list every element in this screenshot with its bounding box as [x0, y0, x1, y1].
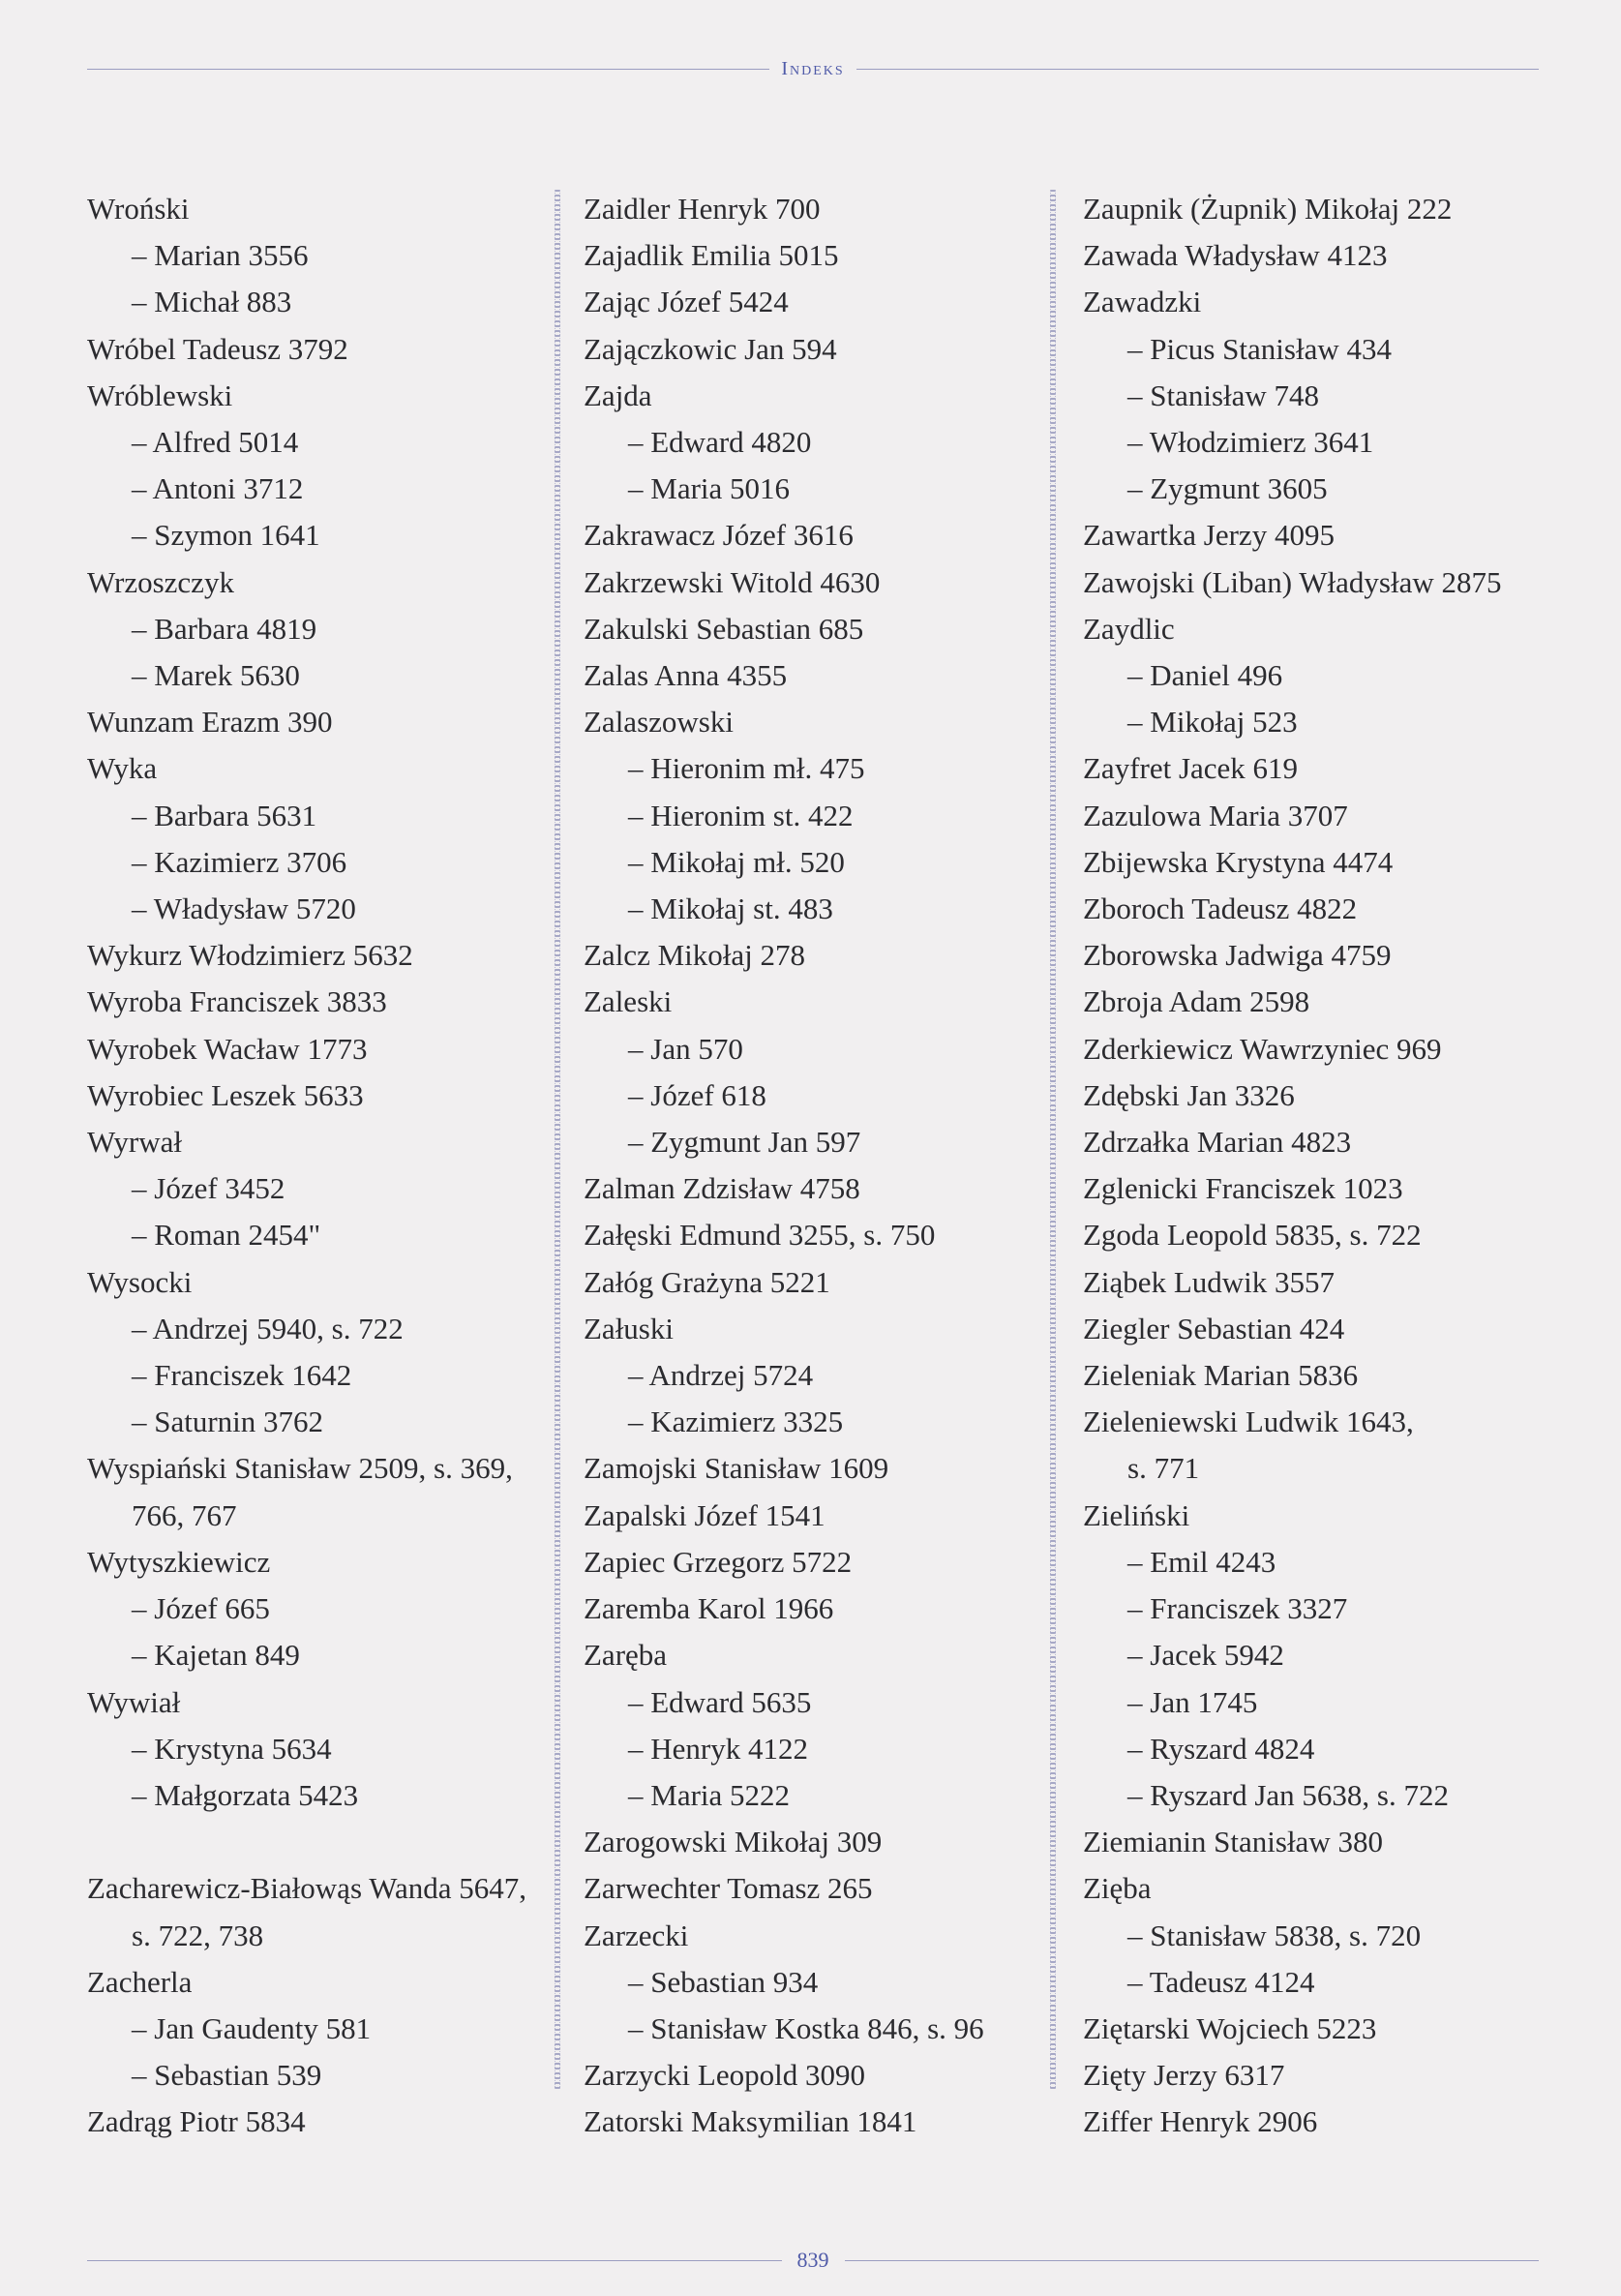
index-entry: Zalcz Mikołaj 278	[584, 938, 805, 973]
index-entry: Wroński	[87, 192, 190, 226]
index-entry: Załęski Edmund 3255, s. 750	[584, 1218, 936, 1253]
index-entry: Zawartka Jerzy 4095	[1083, 518, 1335, 553]
index-subentry: – Michał 883	[132, 285, 292, 319]
index-subentry: – Mikołaj st. 483	[628, 891, 833, 926]
header-rule-left	[87, 69, 769, 70]
index-subentry: – Saturnin 3762	[132, 1405, 324, 1439]
index-subentry: – Ryszard 4824	[1127, 1731, 1315, 1766]
index-subentry: – Daniel 496	[1127, 658, 1283, 693]
page-number: 839	[796, 2248, 829, 2272]
index-subentry: – Henryk 4122	[628, 1731, 808, 1766]
index-entry: Zawojski (Liban) Władysław 2875	[1083, 564, 1502, 599]
index-entry: Ziąbek Ludwik 3557	[1083, 1264, 1336, 1299]
index-subentry: – Józef 618	[628, 1077, 766, 1112]
index-entry: Ziffer Henryk 2906	[1083, 2104, 1318, 2139]
index-entry: Wróblewski	[87, 378, 233, 412]
column-divider-1	[555, 190, 560, 2089]
index-entry: Wyroba Franciszek 3833	[87, 984, 387, 1019]
index-entry: Zapalski Józef 1541	[584, 1497, 826, 1532]
index-entry: Zajda	[584, 378, 652, 412]
index-entry: Zakulski Sebastian 685	[584, 611, 864, 646]
index-entry: Wywiał	[87, 1684, 181, 1719]
index-subentry: – Hieronim mł. 475	[628, 751, 865, 786]
index-entry: Wyrobek Wacław 1773	[87, 1031, 368, 1066]
index-entry: Zamojski Stanisław 1609	[584, 1451, 889, 1486]
index-entry: Zgoda Leopold 5835, s. 722	[1083, 1218, 1422, 1253]
index-subentry: – Edward 4820	[628, 425, 812, 460]
index-entry: Wytyszkiewicz	[87, 1544, 271, 1579]
index-entry: Zajączkowic Jan 594	[584, 331, 837, 366]
index-subentry: – Władysław 5720	[132, 891, 356, 926]
index-subentry: – Krystyna 5634	[132, 1731, 332, 1766]
index-entry: Zakrawacz Józef 3616	[584, 518, 854, 553]
index-entry: Zarogowski Mikołaj 309	[584, 1825, 883, 1859]
index-entry: Zięty Jerzy 6317	[1083, 2058, 1285, 2093]
index-entry: Załóg Grażyna 5221	[584, 1264, 830, 1299]
index-subentry: – Emil 4243	[1127, 1544, 1276, 1579]
index-subentry: – Józef 3452	[132, 1171, 285, 1206]
index-entry: Zając Józef 5424	[584, 285, 789, 319]
index-subentry: – Włodzimierz 3641	[1127, 425, 1374, 460]
index-subentry: – Tadeusz 4124	[1127, 1964, 1315, 1999]
index-subentry: – Hieronim st. 422	[628, 798, 854, 832]
index-entry: Zazulowa Maria 3707	[1083, 798, 1348, 832]
index-entry: Ziętarski Wojciech 5223	[1083, 2010, 1377, 2045]
index-column-3	[1083, 186, 1501, 2146]
index-entry: Wyrwał	[87, 1125, 182, 1160]
index-entry: Zacherla	[87, 1964, 193, 1999]
header-title: Indeks	[781, 57, 845, 79]
index-entry-continuation: s. 771	[1127, 1451, 1200, 1486]
index-subentry: – Jan Gaudenty 581	[132, 2010, 372, 2045]
index-entry: Zacharewicz-Białowąs Wanda 5647,	[87, 1871, 526, 1906]
index-entry: Załuski	[584, 1311, 674, 1345]
index-entry: Zbijewska Krystyna 4474	[1083, 844, 1394, 879]
footer-rule-left	[87, 2260, 782, 2261]
index-entry: Zbroja Adam 2598	[1083, 984, 1310, 1019]
index-entry: Zadrąg Piotr 5834	[87, 2104, 306, 2139]
index-subentry: – Mikołaj mł. 520	[628, 844, 845, 879]
index-entry: Zalas Anna 4355	[584, 658, 788, 693]
index-entry: Zieleniewski Ludwik 1643,	[1083, 1405, 1414, 1439]
index-subentry: – Szymon 1641	[132, 518, 320, 553]
index-subentry: – Stanisław 5838, s. 720	[1127, 1918, 1422, 1952]
index-subentry: – Kazimierz 3325	[628, 1405, 844, 1439]
index-subentry: – Alfred 5014	[132, 425, 299, 460]
index-entry: Zarwechter Tomasz 265	[584, 1871, 873, 1906]
index-entry: Wykurz Włodzimierz 5632	[87, 938, 413, 973]
column-divider-2	[1050, 190, 1056, 2089]
index-entry: Zarzecki	[584, 1918, 689, 1952]
index-entry: Wyspiański Stanisław 2509, s. 369,	[87, 1451, 513, 1486]
index-subentry: – Maria 5222	[628, 1777, 791, 1812]
index-subentry: – Ryszard Jan 5638, s. 722	[1127, 1777, 1449, 1812]
index-subentry: – Antoni 3712	[132, 471, 304, 506]
index-entry: Wrzoszczyk	[87, 564, 234, 599]
index-subentry: – Jacek 5942	[1127, 1638, 1284, 1673]
index-subentry: – Małgorzata 5423	[132, 1777, 359, 1812]
index-entry: Zaleski	[584, 984, 673, 1019]
index-entry: Zaydlic	[1083, 611, 1175, 646]
index-entry: Zajadlik Emilia 5015	[584, 238, 839, 273]
index-entry: Zalaszowski	[584, 705, 734, 740]
index-subentry: – Jan 570	[628, 1031, 743, 1066]
index-entry: Zawadzki	[1083, 285, 1202, 319]
page-footer	[87, 2246, 1539, 2275]
index-entry: Wyrobiec Leszek 5633	[87, 1077, 364, 1112]
index-entry: Wyka	[87, 751, 158, 786]
index-entry: Zglenicki Franciszek 1023	[1083, 1171, 1403, 1206]
index-subentry: – Zygmunt 3605	[1127, 471, 1328, 506]
index-subentry: – Sebastian 539	[132, 2058, 322, 2093]
index-subentry: – Mikołaj 523	[1127, 705, 1298, 740]
index-entry: Zdębski Jan 3326	[1083, 1077, 1295, 1112]
index-entry: Wysocki	[87, 1264, 193, 1299]
index-entry: Wróbel Tadeusz 3792	[87, 331, 348, 366]
index-entry: Zalman Zdzisław 4758	[584, 1171, 860, 1206]
index-subentry: – Picus Stanisław 434	[1127, 331, 1392, 366]
index-entry: Zakrzewski Witold 4630	[584, 564, 881, 599]
index-subentry: – Barbara 5631	[132, 798, 317, 832]
index-subentry: – Maria 5016	[628, 471, 791, 506]
index-subentry: – Sebastian 934	[628, 1964, 819, 1999]
index-subentry: – Zygmunt Jan 597	[628, 1125, 861, 1160]
index-subentry: – Marian 3556	[132, 238, 309, 273]
index-entry: Wunzam Erazm 390	[87, 705, 333, 740]
index-subentry: – Stanisław 748	[1127, 378, 1320, 412]
index-entry: Zapiec Grzegorz 5722	[584, 1544, 853, 1579]
index-entry: Ziemianin Stanisław 380	[1083, 1825, 1383, 1859]
index-entry: Zieleniak Marian 5836	[1083, 1358, 1359, 1393]
index-entry: Zaidler Henryk 700	[584, 192, 821, 226]
index-subentry: – Barbara 4819	[132, 611, 317, 646]
index-subentry: – Franciszek 3327	[1127, 1591, 1348, 1626]
index-subentry: – Roman 2454"	[132, 1218, 321, 1253]
index-column-1	[87, 186, 526, 2146]
header-rule-right	[856, 69, 1539, 70]
index-entry: Ziegler Sebastian 424	[1083, 1311, 1345, 1345]
index-column-2	[584, 186, 984, 2146]
index-entry: Zaremba Karol 1966	[584, 1591, 834, 1626]
index-subentry: – Edward 5635	[628, 1684, 812, 1719]
index-entry: Zarzycki Leopold 3090	[584, 2058, 865, 2093]
index-subentry: – Stanisław Kostka 846, s. 96	[628, 2010, 984, 2045]
index-entry: Zięba	[1083, 1871, 1152, 1906]
entry-gap	[87, 1819, 526, 1865]
index-subentry: – Jan 1745	[1127, 1684, 1258, 1719]
running-header	[87, 54, 1539, 83]
index-subentry: – Andrzej 5724	[628, 1358, 814, 1393]
index-entry: Zaręba	[584, 1638, 668, 1673]
index-entry-continuation: 766, 767	[132, 1497, 237, 1532]
index-entry: Zaupnik (Żupnik) Mikołaj 222	[1083, 192, 1453, 226]
index-subentry: – Franciszek 1642	[132, 1358, 352, 1393]
index-subentry: – Marek 5630	[132, 658, 300, 693]
index-entry-continuation: s. 722, 738	[132, 1918, 264, 1952]
index-entry: Zdrzałka Marian 4823	[1083, 1125, 1352, 1160]
index-subentry: – Andrzej 5940, s. 722	[132, 1311, 404, 1345]
index-entry: Zayfret Jacek 619	[1083, 751, 1299, 786]
index-entry: Zawada Władysław 4123	[1083, 238, 1388, 273]
index-subentry: – Kajetan 849	[132, 1638, 300, 1673]
index-entry: Zderkiewicz Wawrzyniec 969	[1083, 1031, 1442, 1066]
index-entry: Zieliński	[1083, 1497, 1190, 1532]
footer-rule-right	[845, 2260, 1540, 2261]
index-entry: Zborowska Jadwiga 4759	[1083, 938, 1392, 973]
index-entry: Zatorski Maksymilian 1841	[584, 2104, 917, 2139]
index-entry: Zboroch Tadeusz 4822	[1083, 891, 1358, 926]
index-subentry: – Józef 665	[132, 1591, 270, 1626]
index-subentry: – Kazimierz 3706	[132, 844, 347, 879]
